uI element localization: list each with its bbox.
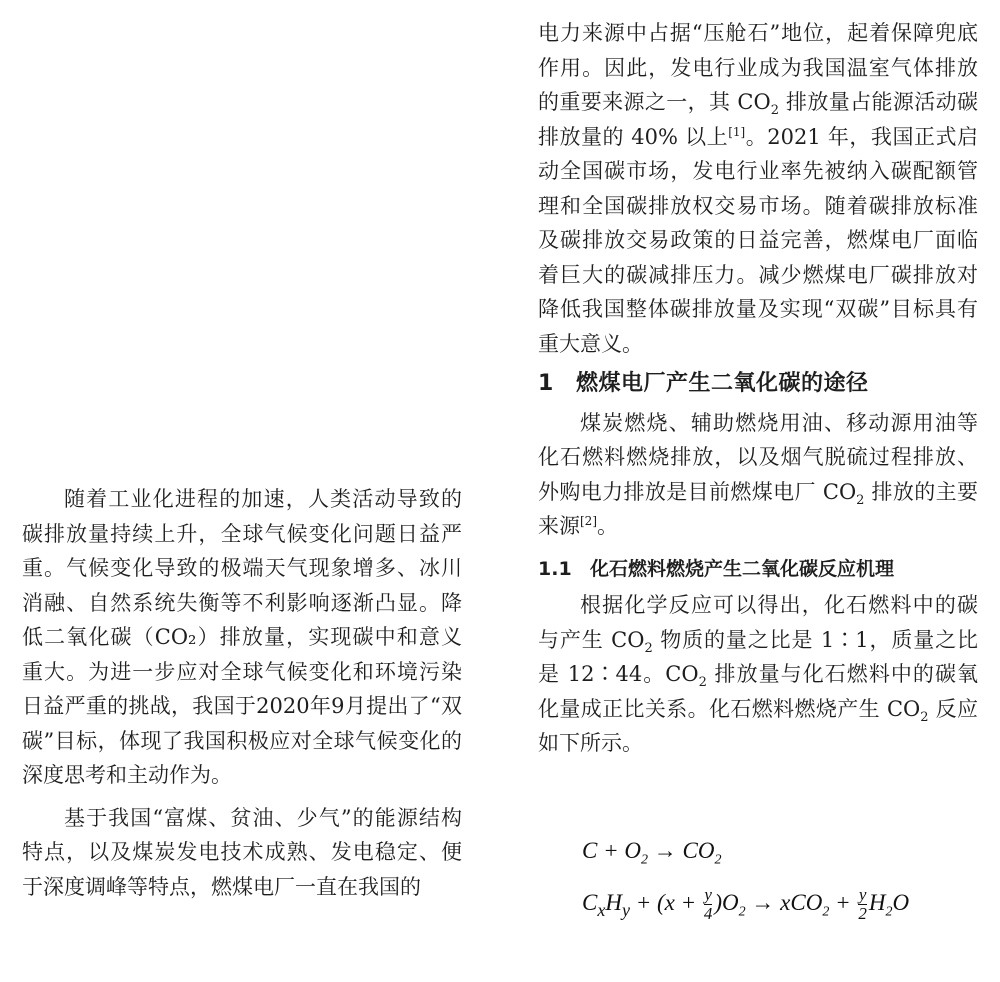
right-column <box>538 16 978 761</box>
hydrocarbon-combustion-equation: $C_xH_y + (x$ + $\frac{y}{4}$ )$O_2 \to xCO_2$ + $\frac{y}{2}$ $H_2O$ <box>582 885 910 923</box>
fraction-y-over-2: $\frac{y}{2}$ <box>858 885 867 923</box>
citation-2: [2] <box>580 514 597 528</box>
emission-sources-paragraph: 煤炭燃烧、辅助燃烧用油、移动源用油等化石燃料燃烧排放，以及烟气脱硫过程排放、外购电力排放是目前燃煤电厂 $CO_2$ 排放的主要来源[2]。 <box>538 410 978 538</box>
continuation-paragraph: 电力来源中占据“压舱石”地位，起着保障兜底作用。因此，发电行业成为我国温室气体排放的重要来源之一，其 $CO_2$ 排放量占能源活动碳排放量的 40% 以上[1]。2021 年，我国正式启动全国碳市场，发电行业率先被纳入碳配额管理和全国碳排放权交易市场。随着碳排放标准及碳排放交易政策的日益完善，燃煤电厂面临着巨大的碳减排压力。减少燃煤电厂碳排放对降低我国整体碳排放量及实现“双碳”目标具有重大意义。 <box>538 21 979 356</box>
section-heading-1: 1 燃煤电厂产生二氧化碳的途径 <box>538 371 869 396</box>
reaction-mechanism-paragraph: 根据化学反应可以得出，化石燃料中的碳与产生 $CO_2$ 物质的量之比是 1∶1，质量之比是 12∶44。$CO_2$ 排放量与化石燃料中的碳氧化量成正比关系。化石燃料燃烧产生 $CO_2$ 反应如下所示。 <box>538 593 978 755</box>
fraction-y-over-4: $\frac{y}{4}$ <box>703 885 713 923</box>
citation-1: [1] <box>728 124 746 139</box>
left-column <box>22 482 462 904</box>
carbon-combustion-equation: $C + O_2 \to CO_2$ <box>582 838 722 868</box>
intro-paragraph: 随着工业化进程的加速，人类活动导致的碳排放量持续上升，全球气候变化问题日益严重。气候变化导致的极端天气现象增多、冰川消融、自然系统失衡等不利影响逐渐凸显。降低二氧化碳（CO₂）排放量，实现碳中和意义重大。为进一步应对全球气候变化和环境污染日益严重的挑战，我国于2020年9月提出了“双碳”目标，体现了我国积极应对全球气候变化的深度思考和主动作为。 <box>22 487 462 787</box>
energy-structure-paragraph: 基于我国“富煤、贫油、少气”的能源结构特点，以及煤炭发电技术成熟、发电稳定、便于深度调峰等特点，燃煤电厂一直在我国的 <box>22 805 462 899</box>
section-heading-1-1: 1.1 化石燃料燃烧产生二氧化碳反应机理 <box>538 557 895 580</box>
